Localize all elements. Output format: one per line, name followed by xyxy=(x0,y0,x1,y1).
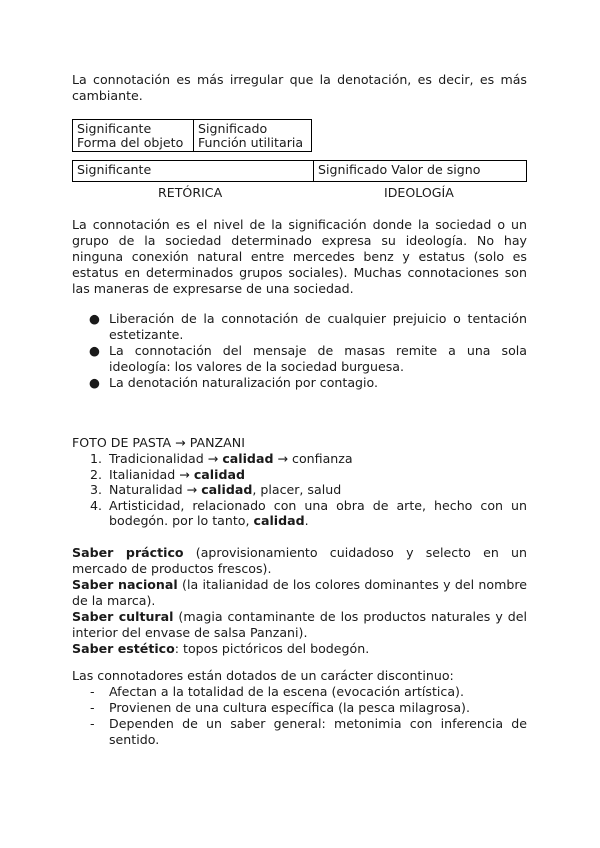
list-item: ● La denotación naturalización por contagio. xyxy=(89,375,379,390)
table2-right-cell: Significado Valor de signo xyxy=(314,161,527,182)
saber-estetico: Saber estético: topos pictóricos del bodegón. xyxy=(72,641,370,656)
table2-left-cell: Significante xyxy=(73,161,314,182)
saber-nacional: Saber nacional (la italianidad de los colores dominantes y del nombre de la marca). xyxy=(72,577,527,608)
saber-cultural: Saber cultural (magia contaminante de los productos naturales y del interior del envase de salsa Panzani). xyxy=(72,609,527,640)
caption-retorica: RETÓRICA xyxy=(158,185,223,200)
numbered-list xyxy=(72,451,527,529)
list-item: - Afectan a la totalidad de la escena (evocación artística). xyxy=(90,684,464,699)
dash-marker: - xyxy=(90,684,95,699)
saberes-block xyxy=(72,545,527,657)
list-item: - Provienen de una cultura específica (la pesca milagrosa). xyxy=(90,700,470,715)
dash-marker: - xyxy=(90,700,95,715)
bullet-icon: ● xyxy=(89,311,100,326)
list-item: ● La connotación del mensaje de masas remite a una sola ideología: los valores de la sociedad burguesa. xyxy=(89,343,527,374)
table1-left-cell xyxy=(73,120,194,152)
table1-right-line1: Significado xyxy=(198,121,268,136)
list-item: ● Liberación de la connotación de cualquier prejuicio o tentación estetizante. xyxy=(89,311,527,342)
foto-heading: FOTO DE PASTA → PANZANI xyxy=(72,435,245,450)
table1-right-line2: Función utilitaria xyxy=(198,134,304,150)
intro-paragraph: La connotación es más irregular que la denotación, es decir, es más cambiante. xyxy=(72,72,527,103)
dash-list xyxy=(72,684,527,748)
list-item: 4. Artisticidad, relacionado con una obra de arte, hecho con un bodegón. por lo tanto, calidad. xyxy=(90,497,527,529)
connotation-paragraph: La connotación es el nivel de la significación donde la sociedad o un grupo de la sociedad determinado expresa su ideología. No hay ninguna conexión natural entre mercedes benz y estatus (solo es estatus en determinados grupos sociales). Muchas connotaciones son las maneras de expresarse de una sociedad. xyxy=(72,217,527,296)
connotadores-heading: Las connotadores están dotados de un carácter discontinuo: xyxy=(72,668,454,683)
table1-right-cell xyxy=(194,120,312,152)
list-item: 2. Italianidad → calidad xyxy=(90,466,245,482)
bullet-list xyxy=(72,311,527,391)
table1-left-line2: Forma del objeto xyxy=(77,134,184,150)
bullet-icon: ● xyxy=(89,343,100,358)
list-item: 1. Tradicionalidad → calidad → confianza xyxy=(90,451,353,466)
sign-table-connotation xyxy=(72,160,527,182)
caption-ideologia: IDEOLOGÍA xyxy=(384,185,454,200)
bullet-icon: ● xyxy=(89,375,100,390)
sign-table-denotation xyxy=(72,119,312,152)
list-item: - Dependen de un saber general: metonimia con inferencia de sentido. xyxy=(90,716,527,747)
dash-marker: - xyxy=(90,716,95,731)
table1-left-line1: Significante xyxy=(77,121,152,136)
saber-practico: Saber práctico (aprovisionamiento cuidadoso y selecto en un mercado de productos frescos). xyxy=(72,545,527,576)
list-item: 3. Naturalidad → calidad, placer, salud xyxy=(90,482,342,498)
